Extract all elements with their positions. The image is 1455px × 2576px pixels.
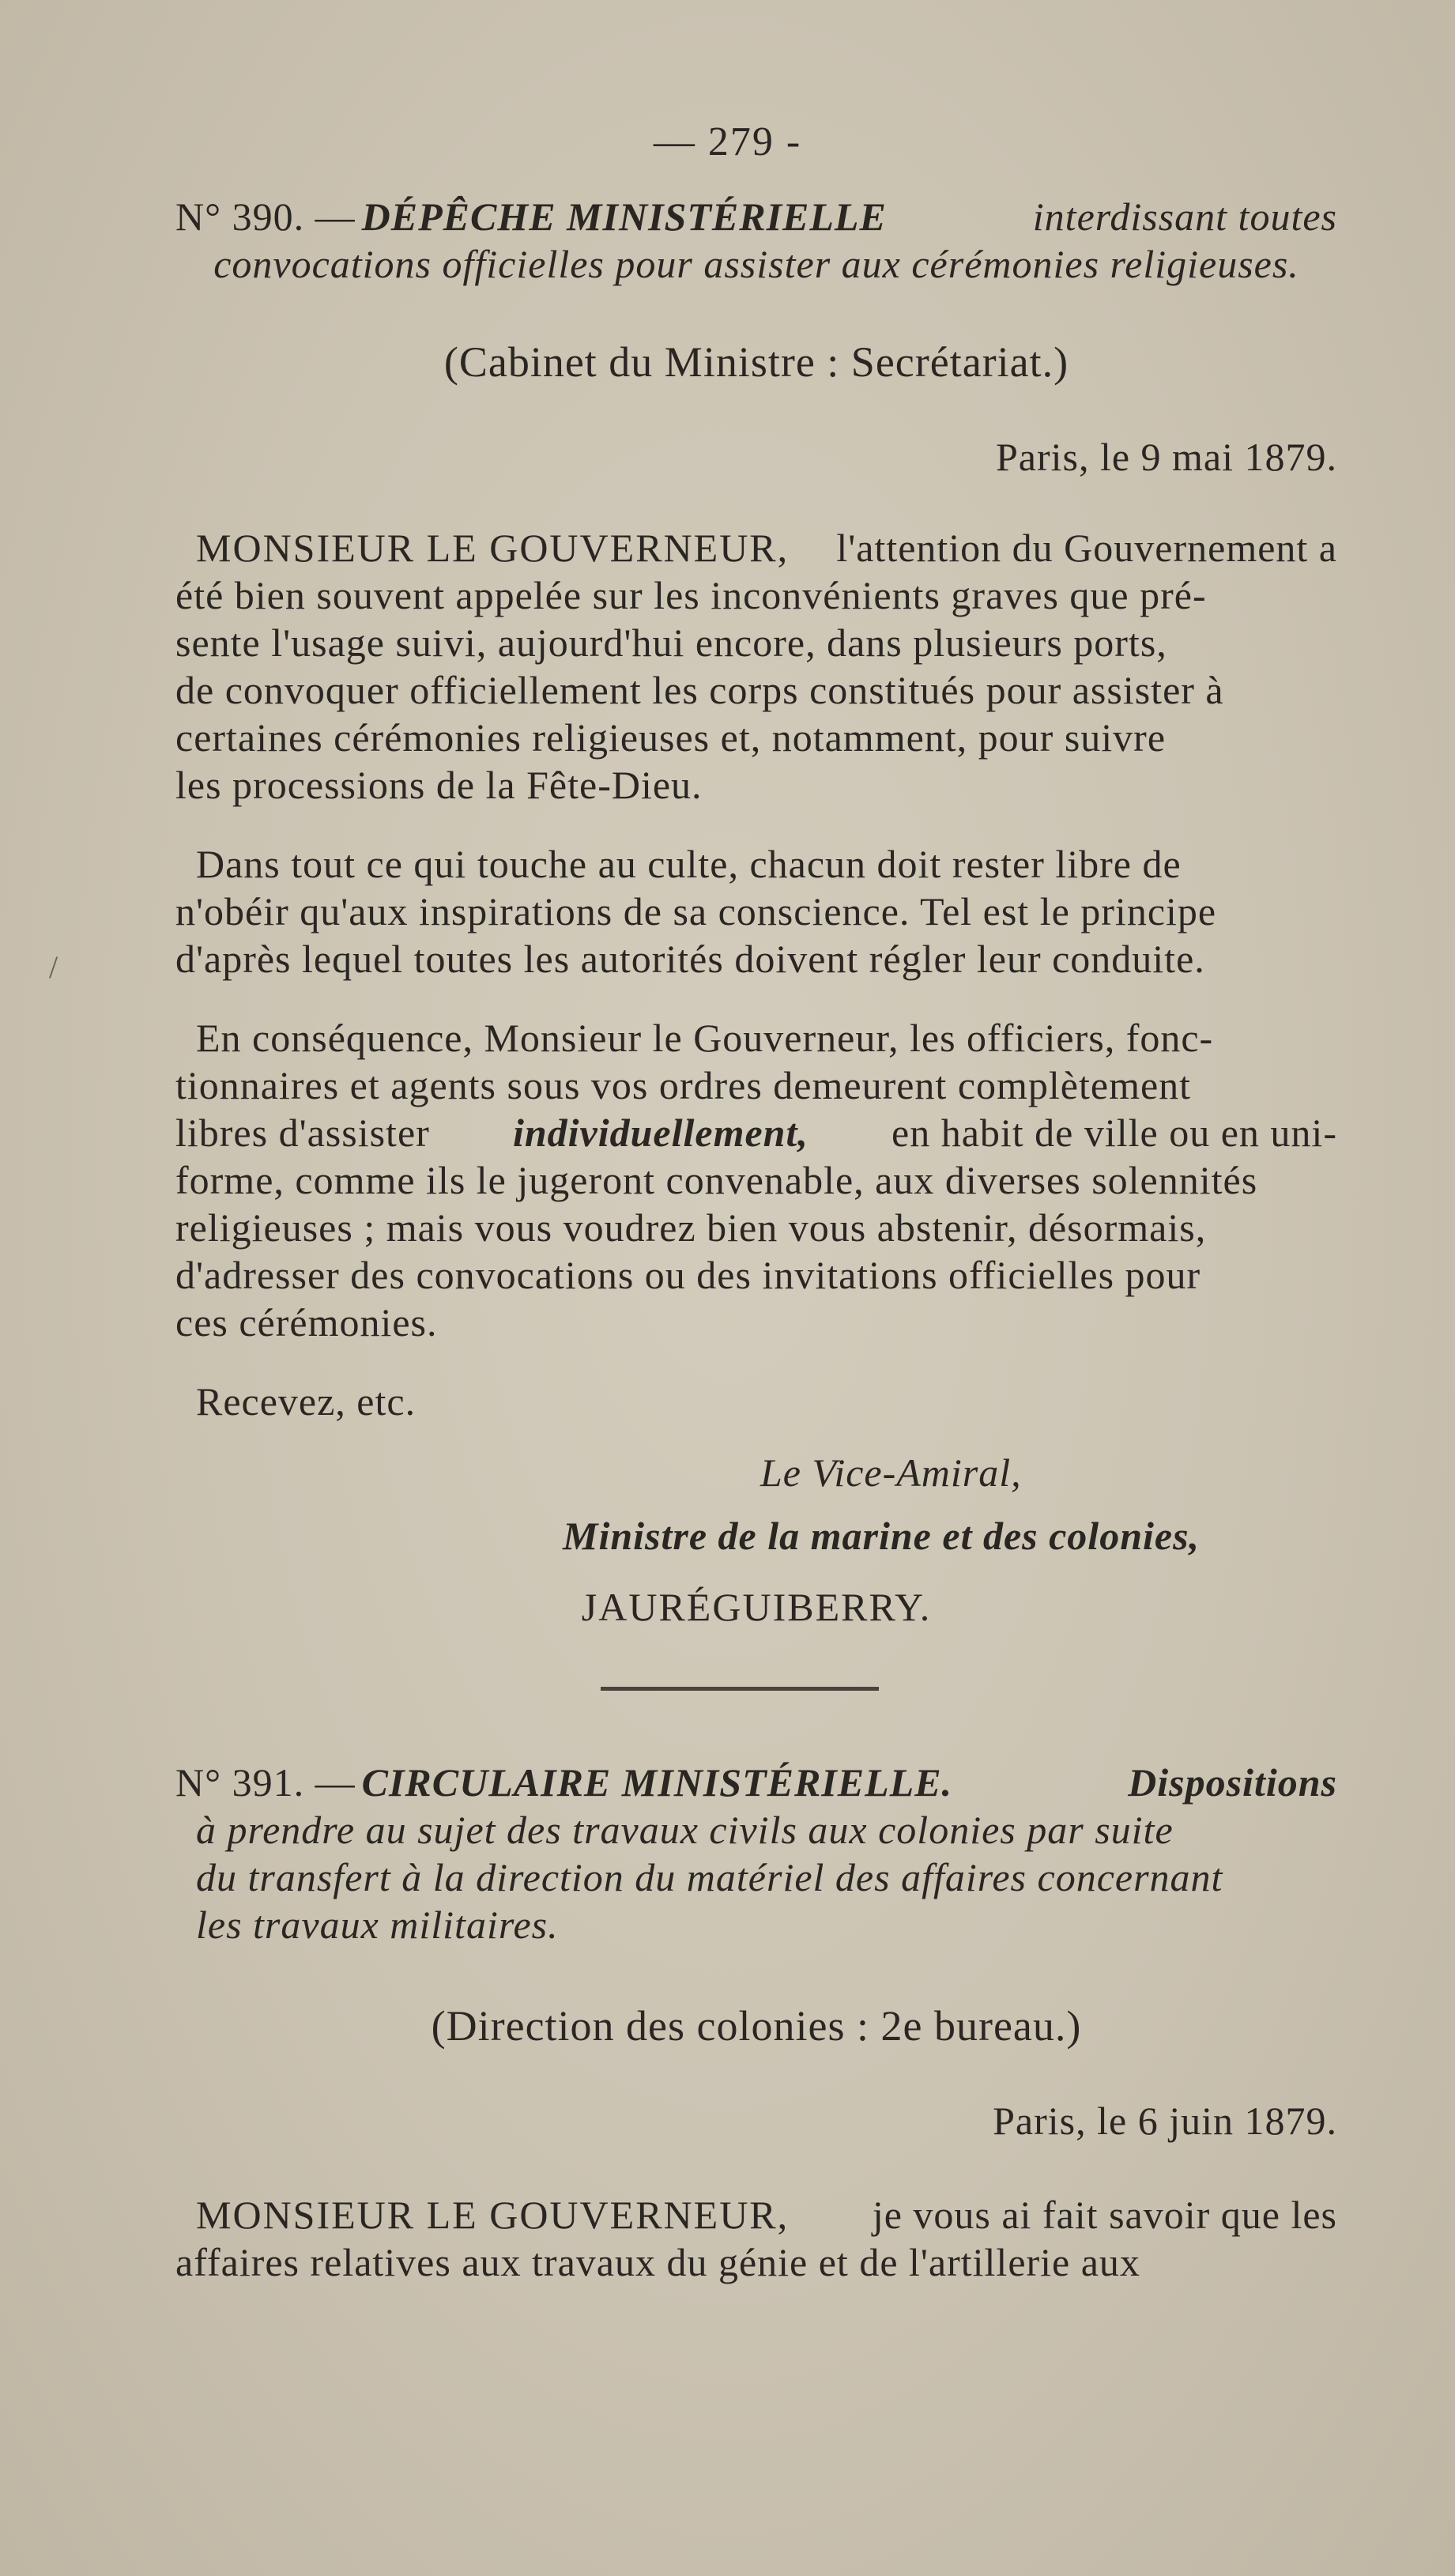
- section-391-title-line-3: du transfert à la direction du matériel des affaires concernant: [196, 1855, 1223, 1899]
- section-391-heading: CIRCULAIRE MINISTÉRIELLE.: [361, 1760, 953, 1805]
- section-390-para1-line2: été bien souvent appelée sur les inconvénients graves que pré-: [175, 573, 1207, 617]
- text-line: libres d'assister: [175, 1111, 430, 1155]
- section-391: [175, 0, 1337, 2576]
- section-390-para1-line4: de convoquer officiellement les corps constitués pour assister à: [175, 668, 1224, 712]
- section-391-title-line-2: à prendre au sujet des travaux civils aux colonies par suite: [196, 1808, 1174, 1852]
- section-390-para2-line3: d'après lequel toutes les autorités doivent régler leur conduite.: [175, 937, 1205, 981]
- section-390-number: N° 390. —: [175, 194, 356, 239]
- section-390-closing: Recevez, etc.: [196, 1379, 417, 1424]
- section-390-dateline: Paris, le 9 mai 1879.: [995, 435, 1337, 479]
- text-line: l'attention du Gouvernement a: [836, 526, 1337, 570]
- signature-rank: Le Vice-Amiral,: [760, 1450, 1022, 1495]
- margin-pencil-mark: /: [49, 949, 58, 985]
- section-390-para1-line3: sente l'usage suivi, aujourd'hui encore, dans plusieurs ports,: [175, 620, 1167, 665]
- section-390-title-line-2: convocations officielles pour assister aux cérémonies religieuses.: [213, 242, 1299, 286]
- text-line: en habit de ville ou en uni-: [891, 1111, 1337, 1155]
- section-390-office: (Cabinet du Ministre : Secrétariat.): [443, 338, 1069, 386]
- text-line: je vous ai fait savoir que les: [872, 2193, 1337, 2237]
- signature-name: JAURÉGUIBERRY.: [581, 1585, 932, 1629]
- section-391-title-line-1: [175, 1759, 1337, 1806]
- section-391-title-line-4: les travaux militaires.: [196, 1903, 559, 1947]
- section-390-para2-line1: Dans tout ce qui touche au culte, chacun doit rester libre de: [196, 842, 1182, 886]
- section-391-dateline: Paris, le 6 juin 1879.: [993, 2099, 1337, 2143]
- section-390-para3-line5: religieuses ; mais vous voudrez bien vous abstenir, désormais,: [175, 1205, 1207, 1250]
- section-390-para3-line7: ces cérémonies.: [175, 1300, 438, 1345]
- section-390-para2-line2: n'obéir qu'aux inspirations de sa conscience. Tel est le principe: [175, 889, 1217, 933]
- section-391-number: N° 391. —: [175, 1760, 356, 1805]
- section-390-title-rest: interdissant toutes: [1032, 194, 1337, 239]
- section-390-para3-line1: En conséquence, Monsieur le Gouverneur, les officiers, fonc-: [196, 1016, 1214, 1060]
- section-390-para3-line4: forme, comme ils le jugeront convenable, aux diverses solennités: [175, 1158, 1258, 1202]
- salutation: MONSIEUR LE GOUVERNEUR,: [196, 2193, 790, 2237]
- section-390-heading: DÉPÊCHE MINISTÉRIELLE: [361, 194, 887, 239]
- section-391-title-rest: Dispositions: [1128, 1760, 1337, 1805]
- section-390-para1-line6: les processions de la Fête-Dieu.: [175, 763, 703, 807]
- salutation: MONSIEUR LE GOUVERNEUR,: [196, 526, 790, 570]
- section-391-para1-line1: [175, 2191, 1337, 2238]
- section-390-para1-line5: certaines cérémonies religieuses et, notamment, pour suivre: [175, 715, 1167, 760]
- emphasis-individuellement: individuellement,: [512, 1111, 809, 1155]
- section-390-para3-line6: d'adresser des convocations ou des invitations officielles pour: [175, 1253, 1201, 1297]
- section-391-para1-line2: affaires relatives aux travaux du génie et de l'artillerie aux: [175, 2240, 1140, 2284]
- section-390-para3-line2: tionnaires et agents sous vos ordres demeurent complètement: [175, 1063, 1192, 1107]
- page-number: — 279 -: [653, 119, 802, 164]
- signature-title: Ministre de la marine et des colonies,: [563, 1514, 1201, 1558]
- section-391-office: (Direction des colonies : 2e bureau.): [431, 2002, 1082, 2050]
